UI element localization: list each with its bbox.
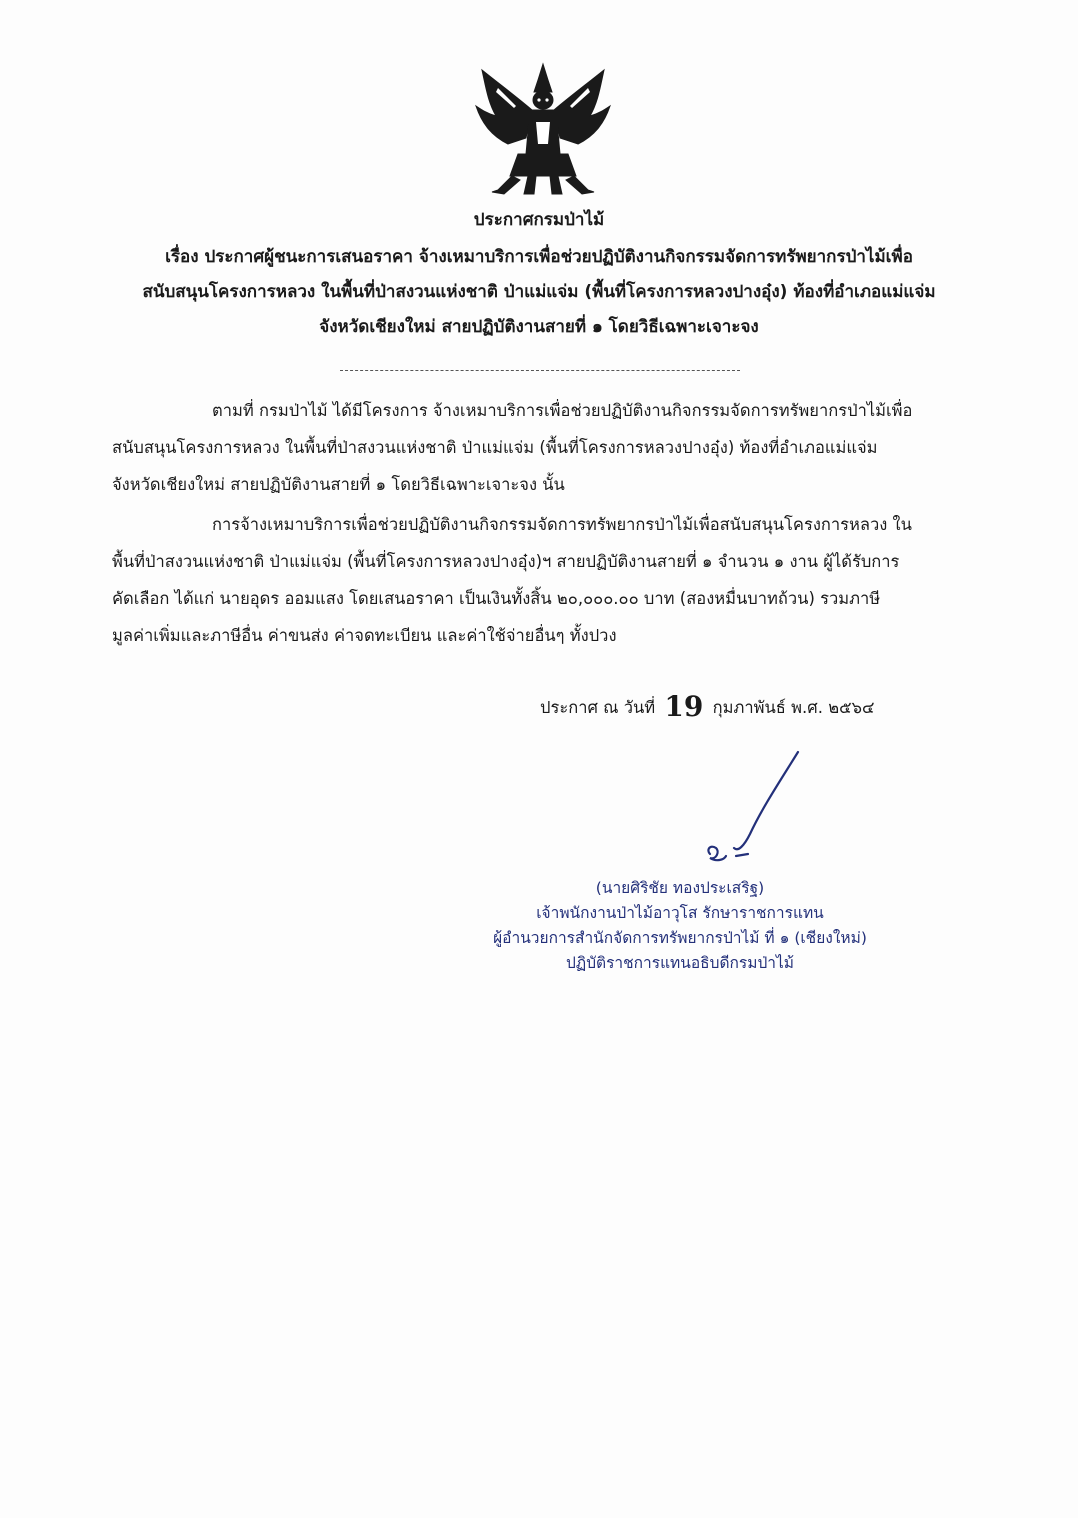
paragraph-award	[112, 506, 948, 654]
paragraph-line: การจ้างเหมาบริการเพื่อช่วยปฏิบัติงานกิจกรรมจัดการทรัพยากรป่าไม้เพื่อสนับสนุนโครงการหลวง ใน	[212, 515, 912, 534]
garuda-emblem-icon	[468, 58, 618, 198]
paragraph-line: คัดเลือก ได้แก่ นายอุดร ออมแสง โดยเสนอราคา เป็นเงินทั้งสิ้น ๒๐,๐๐๐.๐๐ บาท (สองหมื่นบาทถ้วน) รวมภาษี	[112, 589, 881, 608]
date-day: 19	[664, 690, 704, 723]
announcement-date	[540, 690, 875, 723]
subject-line: เรื่อง ประกาศผู้ชนะการเสนอราคา จ้างเหมาบริการเพื่อช่วยปฏิบัติงานกิจกรรมจัดการทรัพยากรป่าไม้เพื่อ	[165, 247, 913, 267]
paragraph-line: สนับสนุนโครงการหลวง ในพื้นที่ป่าสงวนแห่งชาติ ป่าแม่แจ่ม (พื้นที่โครงการหลวงปางอุ๋ง) ท้องที่อำเภอแม่แจ่ม	[112, 438, 878, 457]
signatory-position: เจ้าพนักงานป่าไม้อาวุโส รักษาราชการแทน	[536, 904, 824, 922]
paragraph-background	[112, 392, 948, 503]
date-prefix: ประกาศ ณ วันที่	[540, 698, 656, 717]
subject-heading	[60, 240, 1018, 345]
handwritten-signature-icon	[690, 748, 810, 878]
heading-divider	[340, 370, 740, 371]
signatory-authority: ปฏิบัติราชการแทนอธิบดีกรมป่าไม้	[565, 954, 795, 972]
paragraph-line: พื้นที่ป่าสงวนแห่งชาติ ป่าแม่แจ่ม (พื้นที่โครงการหลวงปางอุ๋ง)ฯ สายปฏิบัติงานสายที่ ๑ จำนวน ๑ งาน ผู้ได้รับการ	[112, 552, 900, 571]
paragraph-line: ตามที่ กรมป่าไม้ ได้มีโครงการ จ้างเหมาบริการเพื่อช่วยปฏิบัติงานกิจกรรมจัดการทรัพยากรป่าไม้เพื่อ	[212, 401, 913, 420]
paragraph-line: มูลค่าเพิ่มและภาษีอื่น ค่าขนส่ง ค่าจดทะเบียน และค่าใช้จ่ายอื่นๆ ทั้งปวง	[112, 626, 617, 645]
document-title: ประกาศกรมป่าไม้	[473, 210, 605, 230]
subject-line: จังหวัดเชียงใหม่ สายปฏิบัติงานสายที่ ๑ โดยวิธีเฉพาะเจาะจง	[319, 317, 759, 337]
subject-line: สนับสนุนโครงการหลวง ในพื้นที่ป่าสงวนแห่งชาติ ป่าแม่แจ่ม (พื้นที่โครงการหลวงปางอุ๋ง) ท้องที่อำเภอแม่แจ่ม	[142, 282, 936, 302]
signatory-block	[480, 876, 880, 976]
paragraph-line: จังหวัดเชียงใหม่ สายปฏิบัติงานสายที่ ๑ โดยวิธีเฉพาะเจาะจง นั้น	[112, 475, 565, 494]
date-month-year: กุมภาพันธ์ พ.ศ. ๒๕๖๔	[712, 698, 875, 717]
signatory-acting-role: ผู้อำนวยการสำนักจัดการทรัพยากรป่าไม้ ที่ ๑ (เชียงใหม่)	[493, 929, 867, 947]
signatory-name: (นายศิริชัย ทองประเสริฐ)	[595, 879, 765, 897]
